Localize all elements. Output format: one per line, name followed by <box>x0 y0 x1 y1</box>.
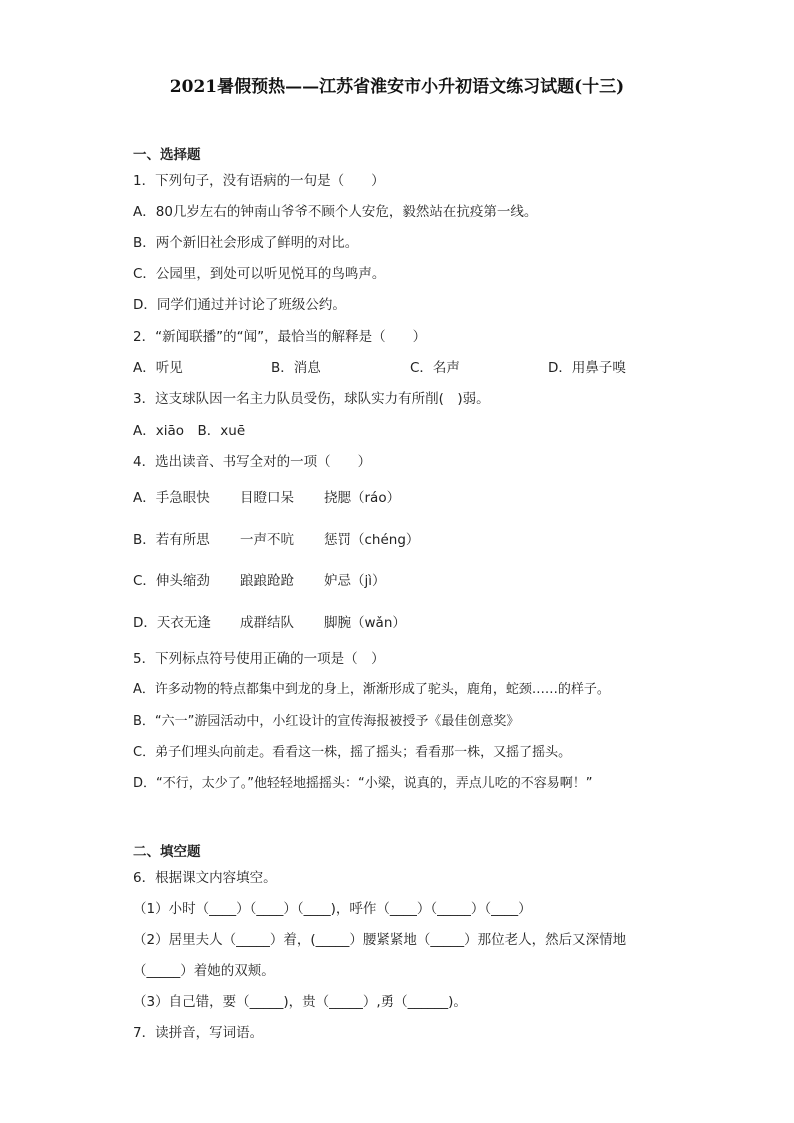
question-6-line-4: （3）自己错，要（_____)，贵（_____）,勇（______)。 <box>133 994 467 1010</box>
question-4-option-a <box>133 489 733 507</box>
question-6-line-2: （2）居里夫人（_____）着，(_____）腰紧紧地（_____）那位老人，然后又深情地 <box>133 932 627 948</box>
option-a-word-1: A．手急眼快 <box>133 490 210 506</box>
option-b-word-2: 一声不吭 <box>240 532 294 548</box>
option-c-word-3: 妒忌（jì） <box>324 573 386 589</box>
option-b-word-3: 惩罚（chéng） <box>324 532 420 548</box>
question-4-option-d <box>133 614 733 632</box>
question-2-stem: 2．“新闻联播”的“闻”，最恰当的解释是（ ） <box>133 329 427 345</box>
question-5-option-b: B．“六一”游园活动中，小红设计的宣传海报被授予《最佳创意奖》 <box>133 714 520 729</box>
question-2-option-b: B．消息 <box>271 360 321 376</box>
question-4-stem: 4．选出读音、书写全对的一项（ ） <box>133 454 372 470</box>
section-heading-fill: 二、填空题 <box>133 844 201 860</box>
question-1-option-c: C．公园里，到处可以听见悦耳的鸟鸣声。 <box>133 266 386 282</box>
question-6-stem: 6．根据课文内容填空。 <box>133 870 277 886</box>
question-1-option-d: D．同学们通过并讨论了班级公约。 <box>133 297 346 313</box>
page-title: 2021暑假预热——江苏省淮安市小升初语文练习试题(十三) <box>169 77 625 97</box>
question-2-option-c: C．名声 <box>410 360 460 376</box>
question-1-option-a: A．80几岁左右的钟南山爷爷不顾个人安危，毅然站在抗疫第一线。 <box>133 204 538 220</box>
option-a-word-2: 目瞪口呆 <box>240 490 294 506</box>
option-c-word-1: C．伸头缩劲 <box>133 573 210 589</box>
question-3-stem: 3．这支球队因一名主力队员受伤，球队实力有所削( )弱。 <box>133 391 490 407</box>
question-5-option-d: D．“不行，太少了。”他轻轻地摇摇头：“小梁，说真的，弄点儿吃的不容易啊！” <box>133 776 593 791</box>
question-5-option-c: C．弟子们埋头向前走。看看这一株，摇了摇头；看看那一株，又摇了摇头。 <box>133 745 572 760</box>
question-3-options: A．xiāo B．xuē <box>133 423 246 439</box>
option-d-word-3: 脚腕（wǎn） <box>324 615 406 631</box>
option-a-word-3: 挠腮（ráo） <box>324 490 401 506</box>
question-2-option-a: A．听见 <box>133 360 183 376</box>
question-4-option-c <box>133 572 733 590</box>
question-4-option-b <box>133 531 733 549</box>
section-heading-choice: 一、选择题 <box>133 147 201 163</box>
question-6-line-1: （1）小时（____）（____）（____)，呼作（____）（_____）（____） <box>133 901 532 917</box>
option-d-word-1: D．天衣无逢 <box>133 615 211 631</box>
question-1-stem: 1．下列句子，没有语病的一句是（ ） <box>133 173 385 189</box>
question-1-option-b: B．两个新旧社会形成了鲜明的对比。 <box>133 235 359 251</box>
question-7-stem: 7．读拼音，写词语。 <box>133 1025 264 1041</box>
question-5-option-a: A．许多动物的特点都集中到龙的身上，渐渐形成了驼头，鹿角，蛇颈……的样子。 <box>133 682 610 697</box>
option-b-word-1: B．若有所思 <box>133 532 210 548</box>
question-6-line-3: （_____）着她的双颊。 <box>133 963 275 979</box>
option-c-word-2: 踉踉跄跄 <box>240 573 294 589</box>
question-5-stem: 5．下列标点符号使用正确的一项是（ ） <box>133 651 385 667</box>
question-2-option-d: D．用鼻子嗅 <box>548 360 626 376</box>
question-2-options <box>133 359 733 377</box>
option-d-word-2: 成群结队 <box>240 615 294 631</box>
